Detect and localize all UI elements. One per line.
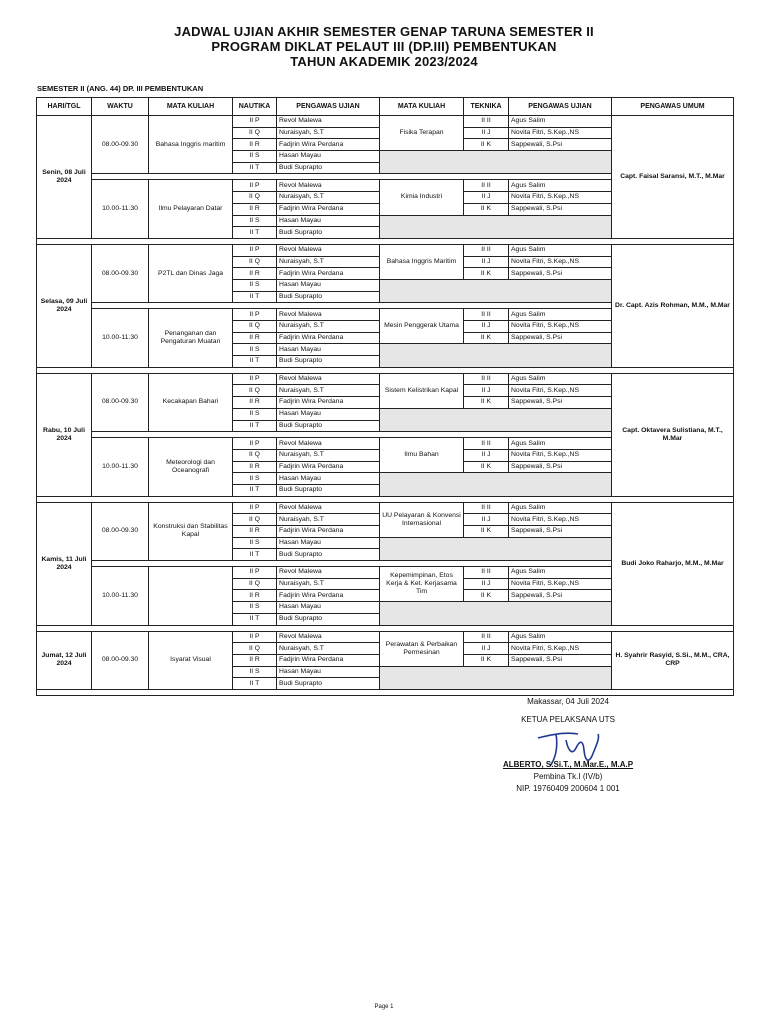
general-proctor-cell: Dr. Capt. Azis Rohman, M.M., M.Mar [612, 244, 734, 367]
nautika-class-cell: II T [233, 162, 277, 174]
title-line-2: PROGRAM DIKLAT PELAUT III (DP.III) PEMBENTUKAN [211, 39, 557, 54]
nautika-course-cell: P2TL dan Dinas Jaga [149, 244, 233, 302]
nautika-proctor-cell: Nuraisyah, S.T [277, 578, 380, 590]
nautika-class-cell: II P [233, 631, 277, 643]
col-header-nautika-course: MATA KULIAH [149, 98, 233, 116]
nautika-proctor-cell: Nuraisyah, S.T [277, 192, 380, 204]
nautika-proctor-cell: Nuraisyah, S.T [277, 643, 380, 655]
nautika-class-cell: II P [233, 244, 277, 256]
day-cell: Selasa, 09 Juli 2024 [37, 244, 92, 367]
teknika-class-cell: II II [464, 502, 509, 514]
nautika-proctor-cell: Fadjrin Wira Perdana [277, 461, 380, 473]
teknika-class-cell: II II [464, 244, 509, 256]
nautika-class-cell: II S [233, 151, 277, 163]
nautika-class-cell: II R [233, 332, 277, 344]
nautika-class-cell: II Q [233, 449, 277, 461]
teknika-proctor-cell: Sappewali, S.Psi [509, 203, 612, 215]
teknika-class-cell: II K [464, 397, 509, 409]
general-proctor-cell: Capt. Oktavera Sulistiana, M.T., M.Mar [612, 373, 734, 496]
teknika-class-cell: II II [464, 567, 509, 579]
teknika-proctor-cell: Sappewali, S.Psi [509, 461, 612, 473]
teknika-proctor-cell: Agus Salim [509, 244, 612, 256]
teknika-class-cell: II II [464, 309, 509, 321]
nautika-proctor-cell: Nuraisyah, S.T [277, 127, 380, 139]
nautika-course-cell: Penanganan dan Pengaturan Muatan [149, 309, 233, 367]
teknika-proctor-cell: Sappewali, S.Psi [509, 268, 612, 280]
teknika-course-cell: UU Pelayaran & Konvensi Internasional [380, 502, 464, 537]
nautika-proctor-cell: Fadjrin Wira Perdana [277, 203, 380, 215]
schedule-body [37, 116, 734, 696]
shaded-empty-cell [380, 279, 612, 302]
nautika-class-cell: II T [233, 484, 277, 496]
teknika-class-cell: II K [464, 139, 509, 151]
nautika-class-cell: II P [233, 180, 277, 192]
table-row [37, 502, 734, 514]
sign-rank: Pembina Tk.I (IV/b) [533, 772, 603, 781]
nautika-course-cell: Konstruksi dan Stabilitas Kapal [149, 502, 233, 560]
teknika-proctor-cell: Agus Salim [509, 502, 612, 514]
nautika-proctor-cell: Fadjrin Wira Perdana [277, 590, 380, 602]
teknika-class-cell: II II [464, 373, 509, 385]
nautika-proctor-cell: Revol Malewa [277, 309, 380, 321]
nautika-course-cell: Ilmu Pelayaran Datar [149, 180, 233, 238]
nautika-proctor-cell: Revol Malewa [277, 438, 380, 450]
nautika-proctor-cell: Hasan Mayau [277, 279, 380, 291]
teknika-course-cell: Fisika Terapan [380, 116, 464, 151]
teknika-proctor-cell: Novita Fitri, S.Kep.,NS [509, 321, 612, 333]
time-cell: 10.00-11.30 [92, 180, 149, 238]
general-proctor-cell: Capt. Faisal Saransi, M.T., M.Mar [612, 116, 734, 239]
table-row [37, 631, 734, 643]
sign-name: ALBERTO, S.Si.T., M.Mar.E., M.A.P [502, 760, 634, 769]
nautika-proctor-cell: Budi Suprapto [277, 227, 380, 239]
time-cell: 10.00-11.30 [92, 567, 149, 625]
nautika-proctor-cell: Fadjrin Wira Perdana [277, 139, 380, 151]
sign-place-date: Makassar, 04 Juli 2024 [527, 697, 609, 706]
day-separator-row [37, 689, 734, 695]
nautika-proctor-cell: Budi Suprapto [277, 162, 380, 174]
nautika-class-cell: II R [233, 397, 277, 409]
teknika-proctor-cell: Novita Fitri, S.Kep.,NS [509, 385, 612, 397]
nautika-class-cell: II R [233, 590, 277, 602]
nautika-class-cell: II P [233, 502, 277, 514]
teknika-course-cell: Bahasa Inggris Maritim [380, 244, 464, 279]
nautika-course-cell: Kecakapan Bahari [149, 373, 233, 431]
teknika-proctor-cell: Sappewali, S.Psi [509, 139, 612, 151]
teknika-class-cell: II II [464, 116, 509, 128]
nautika-proctor-cell: Budi Suprapto [277, 291, 380, 303]
exam-schedule-table [36, 97, 734, 696]
teknika-course-cell: Ilmu Bahan [380, 438, 464, 473]
nautika-class-cell: II S [233, 408, 277, 420]
teknika-class-cell: II J [464, 578, 509, 590]
teknika-proctor-cell: Novita Fitri, S.Kep.,NS [509, 449, 612, 461]
teknika-proctor-cell: Novita Fitri, S.Kep.,NS [509, 578, 612, 590]
nautika-proctor-cell: Revol Malewa [277, 567, 380, 579]
nautika-class-cell: II S [233, 666, 277, 678]
nautika-class-cell: II Q [233, 256, 277, 268]
nautika-proctor-cell: Nuraisyah, S.T [277, 256, 380, 268]
teknika-course-cell: Sistem Kelistrikan Kapal [380, 373, 464, 408]
nautika-class-cell: II Q [233, 192, 277, 204]
col-header-nautika-proctor: PENGAWAS UJIAN [277, 98, 380, 116]
nautika-class-cell: II Q [233, 514, 277, 526]
nautika-proctor-cell: Revol Malewa [277, 373, 380, 385]
col-header-nautika: NAUTIKA [233, 98, 277, 116]
teknika-course-cell: Perawatan & Perbaikan Permesinan [380, 631, 464, 666]
teknika-class-cell: II J [464, 449, 509, 461]
teknika-proctor-cell: Novita Fitri, S.Kep.,NS [509, 256, 612, 268]
time-cell: 08.00-09.30 [92, 373, 149, 431]
col-header-teknika-course: MATA KULIAH [380, 98, 464, 116]
nautika-course-cell: Isyarat Visual [149, 631, 233, 689]
teknika-proctor-cell: Agus Salim [509, 309, 612, 321]
table-row [37, 116, 734, 128]
time-cell: 08.00-09.30 [92, 244, 149, 302]
nautika-class-cell: II R [233, 654, 277, 666]
teknika-proctor-cell: Sappewali, S.Psi [509, 332, 612, 344]
nautika-proctor-cell: Revol Malewa [277, 502, 380, 514]
teknika-proctor-cell: Novita Fitri, S.Kep.,NS [509, 643, 612, 655]
nautika-proctor-cell: Hasan Mayau [277, 344, 380, 356]
nautika-proctor-cell: Hasan Mayau [277, 602, 380, 614]
teknika-course-cell: Kepemimpinan, Etos Kerja & Ket. Kerjasama Tim [380, 567, 464, 602]
nautika-class-cell: II P [233, 438, 277, 450]
nautika-class-cell: II R [233, 461, 277, 473]
nautika-class-cell: II T [233, 613, 277, 625]
shaded-empty-cell [380, 602, 612, 625]
nautika-class-cell: II Q [233, 321, 277, 333]
nautika-class-cell: II Q [233, 385, 277, 397]
teknika-proctor-cell: Sappewali, S.Psi [509, 397, 612, 409]
general-proctor-cell: Budi Joko Raharjo, M.M., M.Mar [612, 502, 734, 625]
nautika-class-cell: II S [233, 279, 277, 291]
nautika-class-cell: II T [233, 549, 277, 561]
time-cell: 10.00-11.30 [92, 438, 149, 496]
nautika-proctor-cell: Hasan Mayau [277, 473, 380, 485]
nautika-proctor-cell: Revol Malewa [277, 116, 380, 128]
teknika-class-cell: II K [464, 268, 509, 280]
col-header-day: HARI/TGL [37, 98, 92, 116]
teknika-course-cell: Mesin Penggerak Utama [380, 309, 464, 344]
nautika-proctor-cell: Hasan Mayau [277, 408, 380, 420]
nautika-class-cell: II P [233, 309, 277, 321]
shaded-empty-cell [380, 408, 612, 431]
nautika-class-cell: II Q [233, 578, 277, 590]
teknika-class-cell: II J [464, 385, 509, 397]
document-title [0, 24, 768, 69]
table-row [37, 244, 734, 256]
shaded-empty-cell [380, 537, 612, 560]
separator-cell [37, 689, 734, 695]
nautika-proctor-cell: Budi Suprapto [277, 484, 380, 496]
nautika-proctor-cell: Revol Malewa [277, 180, 380, 192]
title-line-3: TAHUN AKADEMIK 2023/2024 [290, 54, 478, 69]
col-header-time: WAKTU [92, 98, 149, 116]
teknika-class-cell: II J [464, 643, 509, 655]
nautika-class-cell: II S [233, 602, 277, 614]
nautika-proctor-cell: Nuraisyah, S.T [277, 385, 380, 397]
teknika-proctor-cell: Agus Salim [509, 631, 612, 643]
table-header-row [37, 98, 734, 116]
teknika-proctor-cell: Agus Salim [509, 373, 612, 385]
day-cell: Rabu, 10 Juli 2024 [37, 373, 92, 496]
nautika-class-cell: II P [233, 373, 277, 385]
time-cell: 08.00-09.30 [92, 116, 149, 174]
page-footer: Page 1 [374, 1004, 394, 1010]
nautika-proctor-cell: Hasan Mayau [277, 666, 380, 678]
teknika-class-cell: II K [464, 590, 509, 602]
teknika-proctor-cell: Novita Fitri, S.Kep.,NS [509, 192, 612, 204]
teknika-class-cell: II J [464, 192, 509, 204]
sign-nip: NIP. 19760409 200604 1 001 [516, 784, 620, 793]
teknika-class-cell: II II [464, 180, 509, 192]
nautika-proctor-cell: Budi Suprapto [277, 549, 380, 561]
day-cell: Jumat, 12 Juli 2024 [37, 631, 92, 689]
semester-label: SEMESTER II (ANG. 44) DP. III PEMBENTUKAN [37, 84, 204, 93]
col-header-general-proctor: PENGAWAS UMUM [612, 98, 734, 116]
nautika-proctor-cell: Nuraisyah, S.T [277, 449, 380, 461]
nautika-class-cell: II R [233, 203, 277, 215]
nautika-class-cell: II P [233, 567, 277, 579]
teknika-proctor-cell: Sappewali, S.Psi [509, 526, 612, 538]
teknika-class-cell: II II [464, 631, 509, 643]
shaded-empty-cell [380, 344, 612, 367]
nautika-class-cell: II R [233, 526, 277, 538]
nautika-class-cell: II Q [233, 127, 277, 139]
nautika-proctor-cell: Nuraisyah, S.T [277, 514, 380, 526]
col-header-teknika-proctor: PENGAWAS UJIAN [509, 98, 612, 116]
nautika-course-cell: Bahasa Inggris maritim [149, 116, 233, 174]
table-row [37, 373, 734, 385]
nautika-class-cell: II P [233, 116, 277, 128]
nautika-class-cell: II R [233, 268, 277, 280]
nautika-proctor-cell: Fadjrin Wira Perdana [277, 397, 380, 409]
nautika-class-cell: II Q [233, 643, 277, 655]
nautika-proctor-cell: Nuraisyah, S.T [277, 321, 380, 333]
nautika-proctor-cell: Budi Suprapto [277, 420, 380, 432]
teknika-class-cell: II K [464, 203, 509, 215]
nautika-proctor-cell: Hasan Mayau [277, 537, 380, 549]
day-cell: Kamis, 11 Juli 2024 [37, 502, 92, 625]
teknika-proctor-cell: Agus Salim [509, 116, 612, 128]
time-cell: 10.00-11.30 [92, 309, 149, 367]
nautika-class-cell: II S [233, 344, 277, 356]
teknika-class-cell: II K [464, 332, 509, 344]
nautika-proctor-cell: Hasan Mayau [277, 151, 380, 163]
time-cell: 08.00-09.30 [92, 631, 149, 689]
teknika-proctor-cell: Novita Fitri, S.Kep.,NS [509, 127, 612, 139]
nautika-class-cell: II S [233, 215, 277, 227]
teknika-class-cell: II J [464, 256, 509, 268]
teknika-class-cell: II J [464, 514, 509, 526]
shaded-empty-cell [380, 473, 612, 496]
nautika-proctor-cell: Budi Suprapto [277, 613, 380, 625]
teknika-class-cell: II II [464, 438, 509, 450]
shaded-empty-cell [380, 151, 612, 174]
teknika-course-cell: Kimia Industri [380, 180, 464, 215]
teknika-class-cell: II K [464, 526, 509, 538]
nautika-class-cell: II T [233, 291, 277, 303]
nautika-proctor-cell: Fadjrin Wira Perdana [277, 654, 380, 666]
teknika-class-cell: II K [464, 461, 509, 473]
teknika-proctor-cell: Agus Salim [509, 567, 612, 579]
nautika-class-cell: II S [233, 537, 277, 549]
nautika-class-cell: II T [233, 678, 277, 690]
nautika-proctor-cell: Revol Malewa [277, 244, 380, 256]
nautika-class-cell: II T [233, 356, 277, 368]
teknika-proctor-cell: Agus Salim [509, 180, 612, 192]
teknika-class-cell: II J [464, 321, 509, 333]
nautika-class-cell: II S [233, 473, 277, 485]
shaded-empty-cell [380, 215, 612, 238]
nautika-proctor-cell: Revol Malewa [277, 631, 380, 643]
teknika-class-cell: II K [464, 654, 509, 666]
time-cell: 08.00-09.30 [92, 502, 149, 560]
teknika-class-cell: II J [464, 127, 509, 139]
nautika-proctor-cell: Hasan Mayau [277, 215, 380, 227]
teknika-proctor-cell: Sappewali, S.Psi [509, 590, 612, 602]
nautika-proctor-cell: Budi Suprapto [277, 356, 380, 368]
nautika-proctor-cell: Budi Suprapto [277, 678, 380, 690]
nautika-course-cell [149, 567, 233, 625]
teknika-proctor-cell: Agus Salim [509, 438, 612, 450]
title-line-1: JADWAL UJIAN AKHIR SEMESTER GENAP TARUNA SEMESTER II [174, 24, 594, 39]
general-proctor-cell: H. Syahrir Rasyid, S.Si., M.M., CRA, CRP [612, 631, 734, 689]
nautika-proctor-cell: Fadjrin Wira Perdana [277, 332, 380, 344]
day-cell: Senin, 08 Juli 2024 [37, 116, 92, 239]
teknika-proctor-cell: Sappewali, S.Psi [509, 654, 612, 666]
shaded-empty-cell [380, 666, 612, 689]
nautika-proctor-cell: Fadjrin Wira Perdana [277, 268, 380, 280]
nautika-proctor-cell: Fadjrin Wira Perdana [277, 526, 380, 538]
nautika-class-cell: II R [233, 139, 277, 151]
nautika-class-cell: II T [233, 227, 277, 239]
nautika-class-cell: II T [233, 420, 277, 432]
sign-role: KETUA PELAKSANA UTS [521, 715, 615, 724]
col-header-teknika: TEKNIKA [464, 98, 509, 116]
teknika-proctor-cell: Novita Fitri, S.Kep.,NS [509, 514, 612, 526]
nautika-course-cell: Meteorologi dan Oceanografi [149, 438, 233, 496]
